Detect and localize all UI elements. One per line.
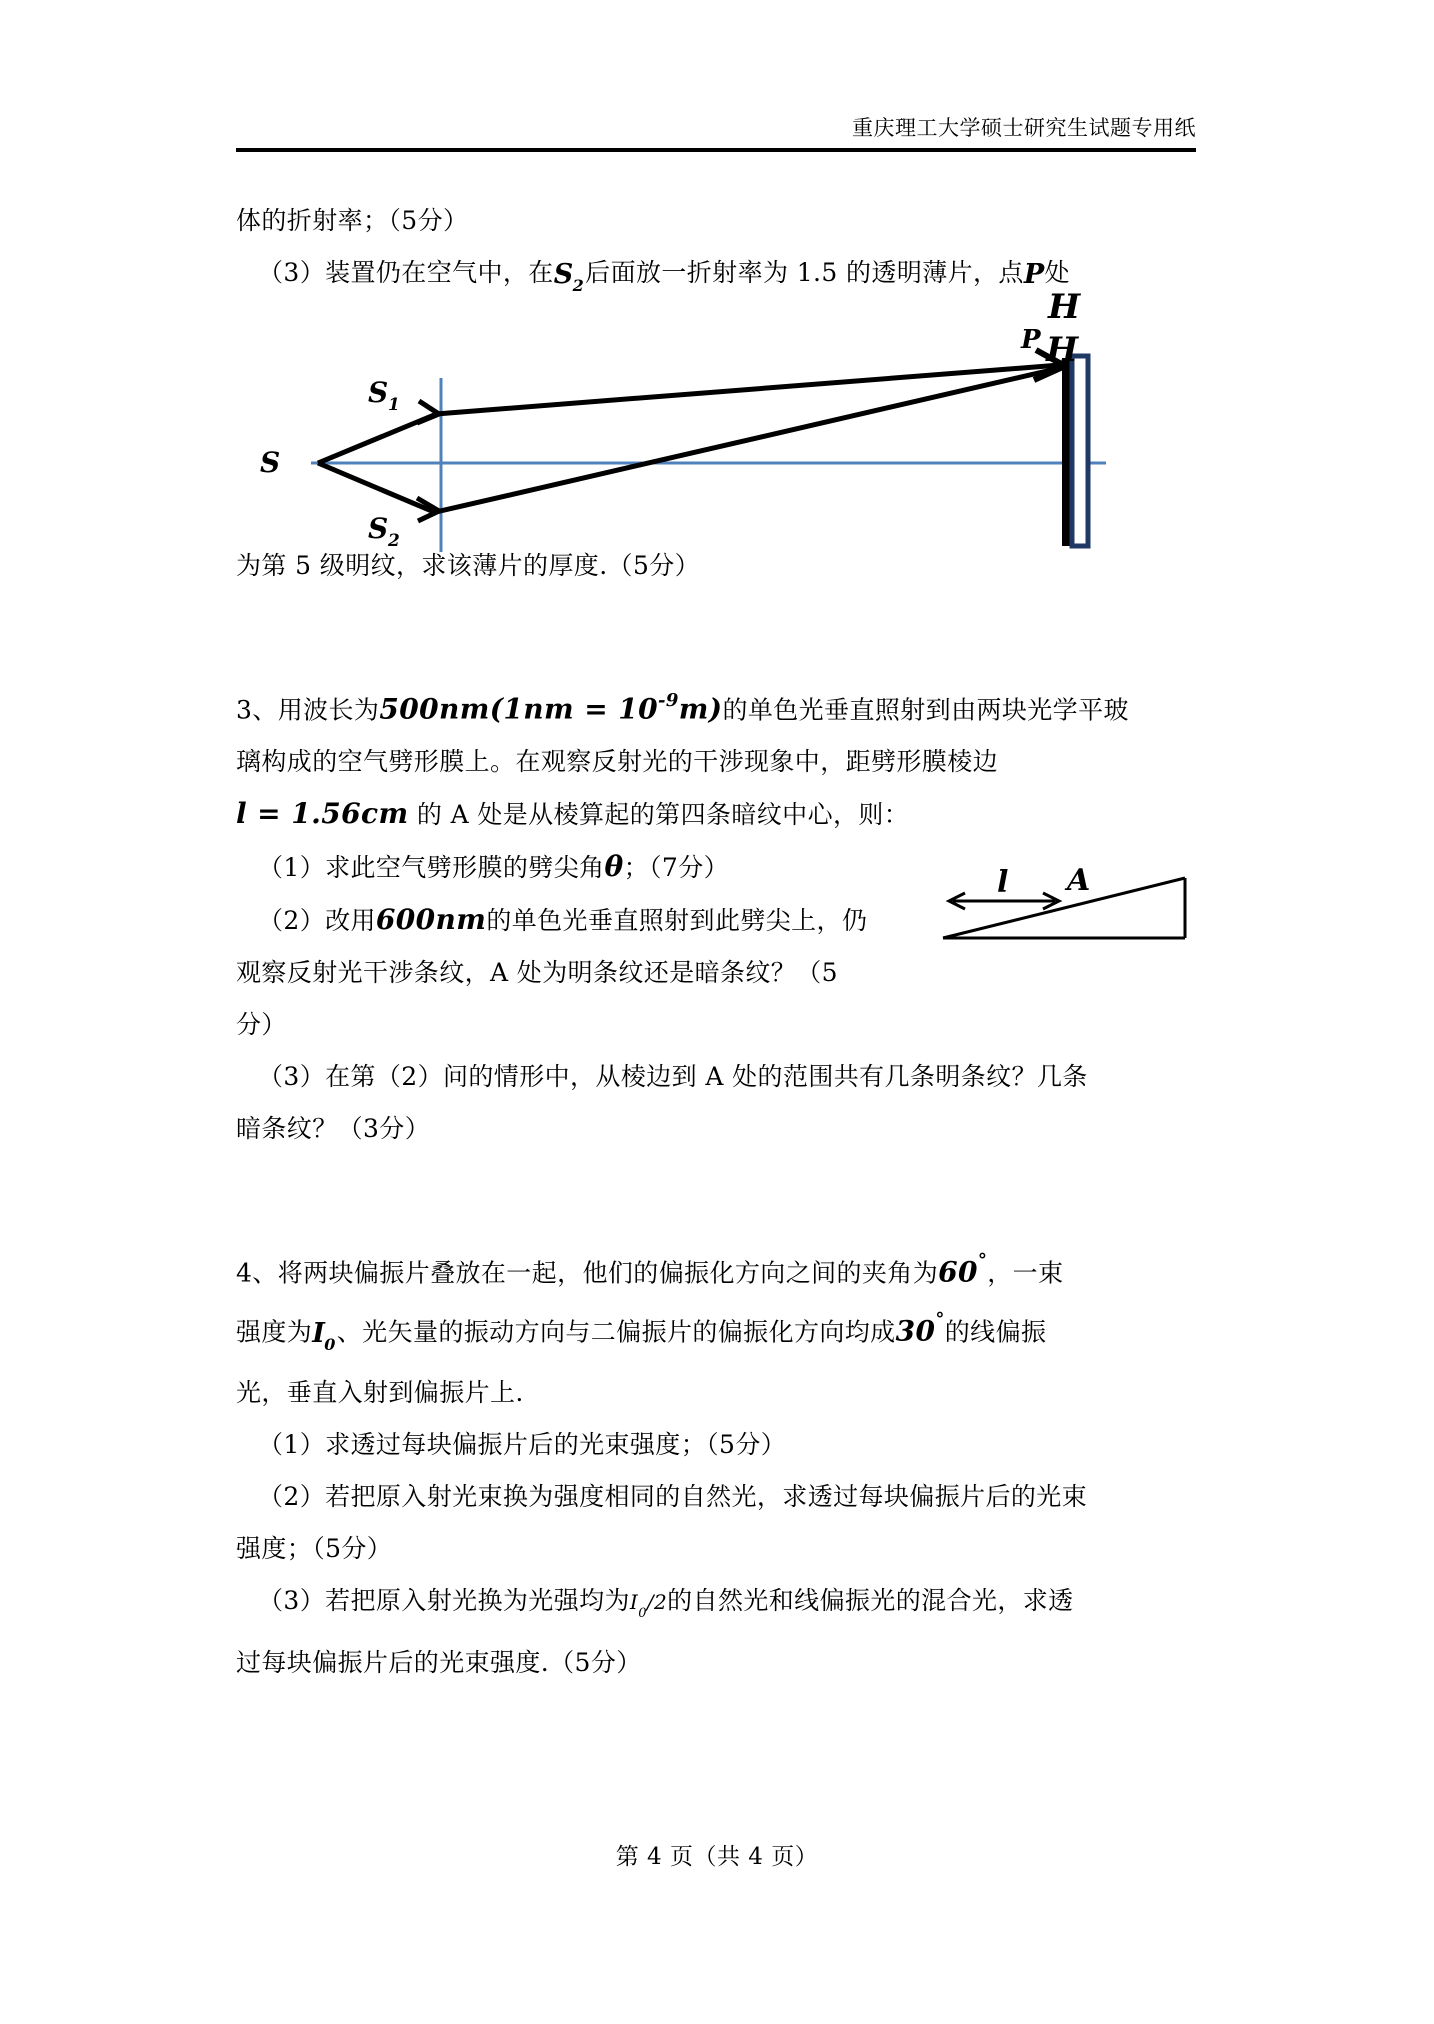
q4-part2-line1: [236, 1471, 1201, 1523]
q2-part3-text-c: 处: [1044, 258, 1070, 287]
q4-line1-text-b: ，一束: [987, 1258, 1064, 1288]
figure-wedge-film: [935, 858, 1215, 948]
q4-angle-60: 60: [938, 1255, 978, 1289]
page-footer: [0, 1838, 1434, 1871]
q3-line1-text-b: 的单色光垂直照射到由两块光学平玻: [722, 695, 1129, 725]
q4-line1: [236, 1241, 1201, 1299]
symbol-theta: θ: [604, 850, 624, 884]
q4-angle-30: 30: [895, 1313, 936, 1347]
q3-part2-line3: [236, 999, 1201, 1051]
q3-line1: [236, 678, 1201, 736]
q3-part2-wavelength: 600nm: [375, 903, 487, 937]
symbol-p: P: [1023, 259, 1045, 290]
q3-line3: [236, 788, 1201, 841]
q3-line2: [236, 736, 1201, 788]
q4-part3-text-c: 过每块偏振片后的光束强度.（5分）: [236, 1647, 642, 1677]
wedge-hypotenuse: [943, 878, 1185, 938]
continuation-text: 体的折射率；（5分）: [236, 206, 469, 235]
q4-part3-text-b: 的自然光和线偏振光的混合光，求透: [667, 1585, 1074, 1615]
label-s1: S: [368, 376, 389, 409]
q4-part1: [236, 1419, 1201, 1471]
wedge-label-a: A: [1067, 863, 1091, 898]
q4-angle-60-degree-icon: °: [977, 1250, 988, 1272]
label-h: H: [1048, 287, 1081, 327]
q2-part3-continuation: [236, 540, 1201, 592]
q2-part3-text-b: 后面放一折射率为 1.5 的透明薄片，点: [585, 258, 1024, 287]
q4-intensity-fraction: /2: [646, 1589, 668, 1614]
label-s: S: [260, 446, 281, 479]
q3-part2-text-d: 分）: [236, 1010, 287, 1040]
q4-line1-text-a: 4、将两块偏振片叠放在一起，他们的偏振化方向之间的夹角为: [236, 1258, 939, 1288]
q4-intensity-expr: [629, 1589, 668, 1621]
q3-line1-text-a: 3、用波长为: [236, 695, 380, 725]
q4-line2-text-c: 的线偏振: [944, 1316, 1047, 1346]
wedge-label-l: l: [997, 865, 1009, 900]
q3-part2-line2: [236, 947, 1201, 999]
q3-line3-text: 的 A 处是从棱算起的第四条暗纹中心，则：: [416, 800, 910, 830]
page-header-title: 重庆理工大学硕士研究生试题专用纸: [852, 116, 1196, 140]
q4-line3-text: 光，垂直入射到偏振片上.: [236, 1377, 524, 1407]
q4-part3-line1: [236, 1575, 1201, 1637]
q3-wavelength-expr: 500nm(1nm = 10: [379, 692, 658, 726]
q3-part3-text-b: 暗条纹？（3分）: [236, 1114, 431, 1144]
q3-wavelength-expr-tail: m): [678, 692, 723, 726]
q4-part2-text-b: 强度；（5分）: [236, 1533, 393, 1563]
q3-part3-text-a: （3）在第（2）问的情形中，从棱边到 A 处的范围共有几条明条纹？几条: [258, 1062, 1088, 1092]
q4-part2-text-a: （2）若把原入射光束换为强度相同的自然光，求透过每块偏振片后的光束: [258, 1481, 1088, 1511]
q3-part1-text-a: （1）求此空气劈形膜的劈尖角: [258, 853, 605, 883]
q3-part3-line1: [236, 1051, 1201, 1103]
q3-part2-text-c: 观察反射光干涉条纹，A 处为明条纹还是暗条纹？（5: [236, 958, 838, 988]
continuation-line: [236, 195, 1201, 247]
q4-intensity-symbol: I: [629, 1589, 639, 1614]
label-p: P: [1021, 325, 1041, 355]
ray-s-to-s1: [318, 415, 434, 463]
q4-line3: [236, 1367, 1201, 1419]
symbol-i0-subscript: 0: [324, 1334, 336, 1354]
label-h-screen: H: [1046, 330, 1079, 370]
arrowhead-s1: [417, 401, 439, 423]
q3-part3-line2: [236, 1103, 1201, 1155]
q4-part1-text: （1）求透过每块偏振片后的光束强度；（5分）: [258, 1429, 787, 1459]
page-number-text: 第 4 页（共 4 页）: [615, 1844, 819, 1870]
label-s1-subscript: 1: [388, 395, 400, 415]
q3-part1-text-b: ；（7分）: [623, 853, 729, 883]
q3-part2-text-b: 的单色光垂直照射到此劈尖上，仍: [486, 906, 868, 936]
symbol-s2-subscript: 2: [572, 276, 585, 295]
ray-s-to-s2: [318, 463, 434, 512]
screen-bar: [1072, 356, 1088, 546]
label-s2: S: [368, 512, 389, 545]
q3-wavelength-exponent: -9: [657, 690, 679, 711]
q2-part3-text-a: （3）装置仍在空气中，在: [258, 258, 554, 287]
spacer-after-q3: [236, 1155, 1201, 1241]
q4-part2-line2: [236, 1523, 1201, 1575]
label-s2-subscript: 2: [388, 531, 400, 551]
q4-part3-text-a: （3）若把原入射光换为光强均为: [258, 1585, 630, 1615]
q4-part3-line2: [236, 1637, 1201, 1689]
q4-line2: [236, 1300, 1201, 1367]
q3-line2-text: 璃构成的空气劈形膜上。在观察反射光的干涉现象中，距劈形膜棱边: [236, 747, 999, 777]
symbol-i0: I: [312, 1317, 326, 1349]
symbol-s2: S: [553, 259, 574, 290]
q4-angle-30-degree-icon: °: [935, 1308, 945, 1330]
q4-line2-text-a: 强度为: [236, 1316, 313, 1346]
q3-length-expr: l = 1.56cm: [236, 797, 409, 831]
header-divider: [236, 148, 1196, 152]
q3-part2-text-a: （2）改用: [258, 906, 376, 936]
q2-part3-cont-text: 为第 5 级明纹，求该薄片的厚度.（5分）: [236, 551, 701, 580]
spacer-after-q2: [236, 592, 1201, 678]
q4-intensity-subscript: 0: [638, 1605, 647, 1621]
q4-line2-text-b: 、光矢量的振动方向与二偏振片的偏振化方向均成: [336, 1316, 896, 1346]
